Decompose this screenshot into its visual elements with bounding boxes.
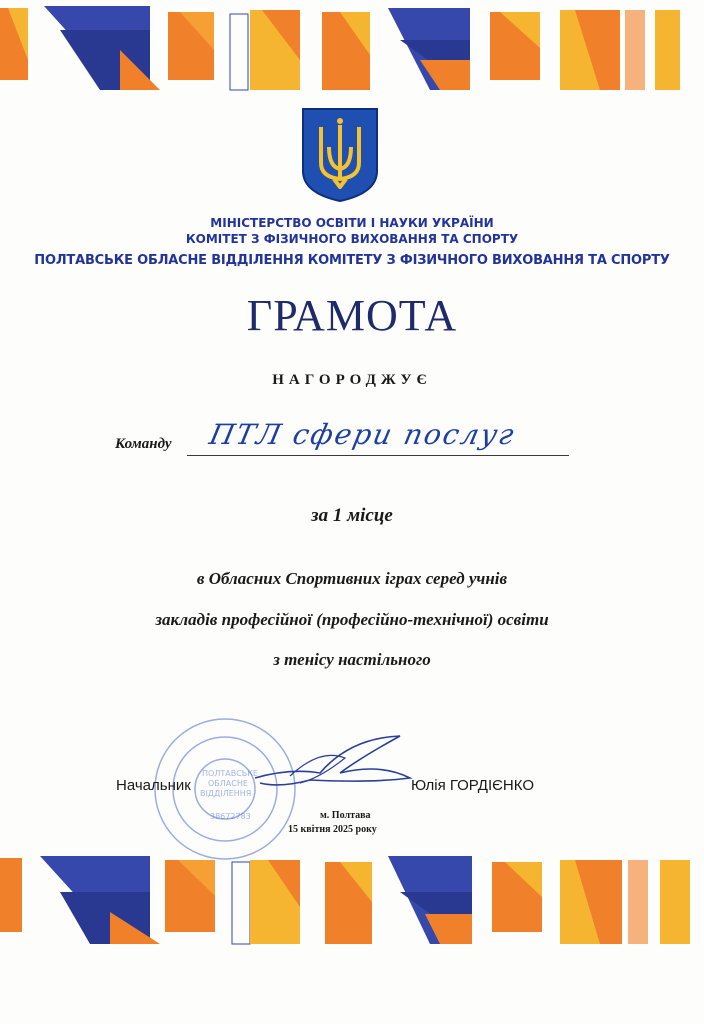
svg-text:ПОЛТАВСЬКЕ: ПОЛТАВСЬКЕ bbox=[202, 769, 258, 778]
trident-icon bbox=[301, 107, 379, 203]
team-label: Команду bbox=[115, 436, 172, 452]
signature-scribble bbox=[250, 728, 420, 798]
svg-text:ВІДДІЛЕННЯ: ВІДДІЛЕННЯ bbox=[200, 789, 252, 798]
awards-heading: НАГОРОДЖУЄ bbox=[272, 372, 432, 388]
svg-text:38672783: 38672783 bbox=[210, 812, 251, 821]
bottom-decorative-band bbox=[0, 852, 704, 948]
signatory-position: Начальник bbox=[116, 777, 191, 794]
place-text: за 1 місце bbox=[311, 505, 393, 526]
issue-city: м. Полтава bbox=[320, 810, 371, 821]
svg-text:ОБЛАСНЕ: ОБЛАСНЕ bbox=[208, 779, 248, 788]
team-name-handwritten: ПТЛ сфери послуг bbox=[206, 418, 519, 451]
ministry-line-1: МІНІСТЕРСТВО ОСВІТИ І НАУКИ УКРАЇНИ bbox=[210, 216, 494, 230]
description-line-3: з тенісу настільного bbox=[273, 650, 431, 669]
ministry-line-2: КОМІТЕТ З ФІЗИЧНОГО ВИХОВАННЯ ТА СПОРТУ bbox=[185, 232, 519, 246]
issue-date: 15 квітня 2025 року bbox=[288, 824, 377, 835]
description-line-1: в Обласних Спортивних іграх серед учнів bbox=[196, 569, 508, 588]
top-decorative-band bbox=[0, 0, 704, 96]
certificate-title: ГРАМОТА bbox=[246, 291, 458, 340]
ministry-line-3: ПОЛТАВСЬКЕ ОБЛАСНЕ ВІДДІЛЕННЯ КОМІТЕТУ З ФІЗИЧНОГО ВИХОВАННЯ ТА СПОРТУ bbox=[34, 253, 670, 268]
signatory-name: Юлія ГОРДІЄНКО bbox=[411, 777, 534, 794]
team-underline bbox=[187, 455, 569, 456]
description-line-2: закладів професійної (професійно-технічної) освіти bbox=[155, 610, 549, 629]
